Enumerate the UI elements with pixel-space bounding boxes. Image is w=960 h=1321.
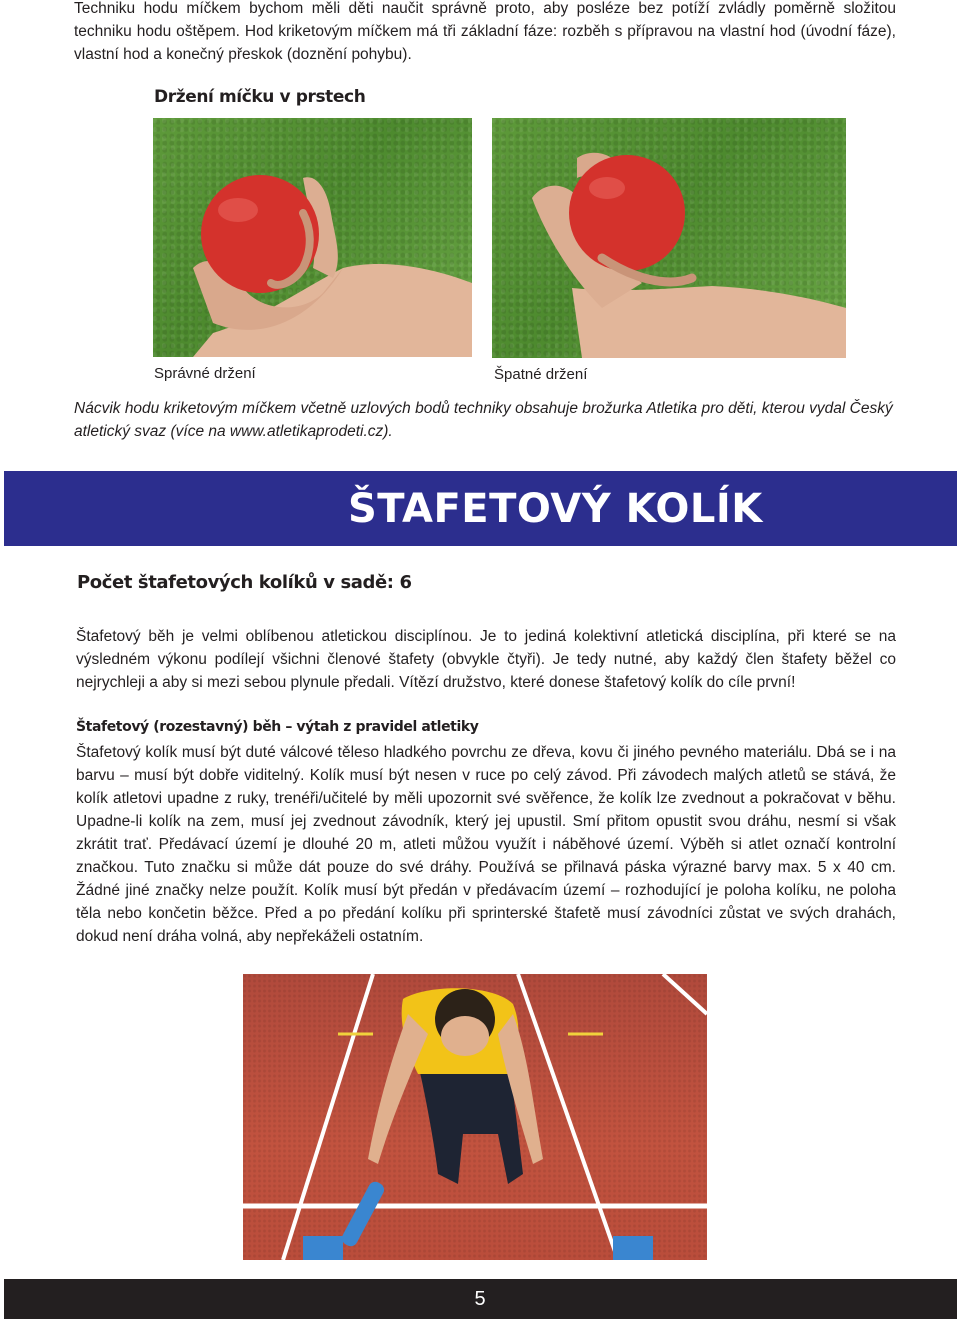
wrong-grip-caption: Špatné držení: [494, 366, 588, 383]
intro-paragraph: Techniku hodu míčkem bychom měli děti naučit správně proto, aby posléze bez potíží zvládly poměrně složitou techniku hodu oštěpem. Hod kriketovým míčkem má tři základní fáze: rozběh s přípravou na vlastní hod (úvodní fáze), vlastní hod a konečný přeskok (doznění pohybu).: [74, 0, 896, 63]
relay-intro-paragraph: Štafetový běh je velmi oblíbenou atletickou disciplínou. Je to jediná kolektivní atletická disciplína, při které se na výsledném výkonu podílejí všichni členové štafety (obvykle čtyři). Je tedy nutné, aby každý člen štafety běžel co nejrychleji a aby si mezi sebou plynule předali. Vítězí družstvo, které donese štafetový kolík do cíle první!: [76, 628, 896, 691]
cricket-ball-icon: [569, 155, 685, 271]
relay-baton-icon: [340, 1179, 387, 1248]
rules-heading: Štafetový (rozestavný) běh – výtah z pravidel atletiky: [76, 719, 479, 735]
correct-grip-photo: [153, 118, 472, 357]
section-title: ŠTAFETOVÝ KOLÍK: [348, 486, 763, 532]
relay-start-photo: [243, 974, 707, 1260]
correct-grip-caption: Správné držení: [154, 365, 256, 382]
rules-paragraph: Štafetový kolík musí být duté válcové těleso hladkého povrchu ze dřeva, kovu či jiného pevného materiálu. Dbá se i na barvu – musí být dobře viditelný. Kolík musí být nesen v ruce po celý závod. Při závodech malých atletů se stává, že kolík atletovi upadne z ruky, trenéři/učitelé by měli upozornit své svěřence, že kolík lze zvednout a pokračovat v běhu. Upadne-li kolík na zem, musí jej zvednout závodník, který jej upustil. Smí přitom opustit svou dráhu, nesmí si však zkrátit trať. Předávací území je dlouhé 20 m, atleti můžou využít i náběhové území. Výběh si atlet označí kontrolní značkou. Tuto značku si může dát pouze do své dráhy. Používá se přilnavá páska výrazné barvy max. 5 x 40 cm. Žádné jiné značky nelze použít. Kolík musí být předán v předávacím území – rozhodující je poloha kolíku, ne poloha těla nebo končetin běžce. Před a po předání kolíku při sprinterské štafetě musí závodníci zůstat ve svých drahách, dokud není dráha volná, aby nepřekáželi ostatním.: [76, 744, 896, 945]
note-paragraph: Nácvik hodu kriketovým míčkem včetně uzlových bodů techniky obsahuje brožurka Atletika pro děti, kterou vydal Český atletický svaz (více na www.atletikaprodeti.cz).: [74, 400, 893, 440]
wrong-grip-photo: [492, 118, 846, 358]
page-number: 5: [474, 1288, 486, 1310]
grip-heading: Držení míčku v prstech: [154, 87, 366, 107]
baton-count-heading: Počet štafetových kolíků v sadě: 6: [77, 572, 412, 593]
